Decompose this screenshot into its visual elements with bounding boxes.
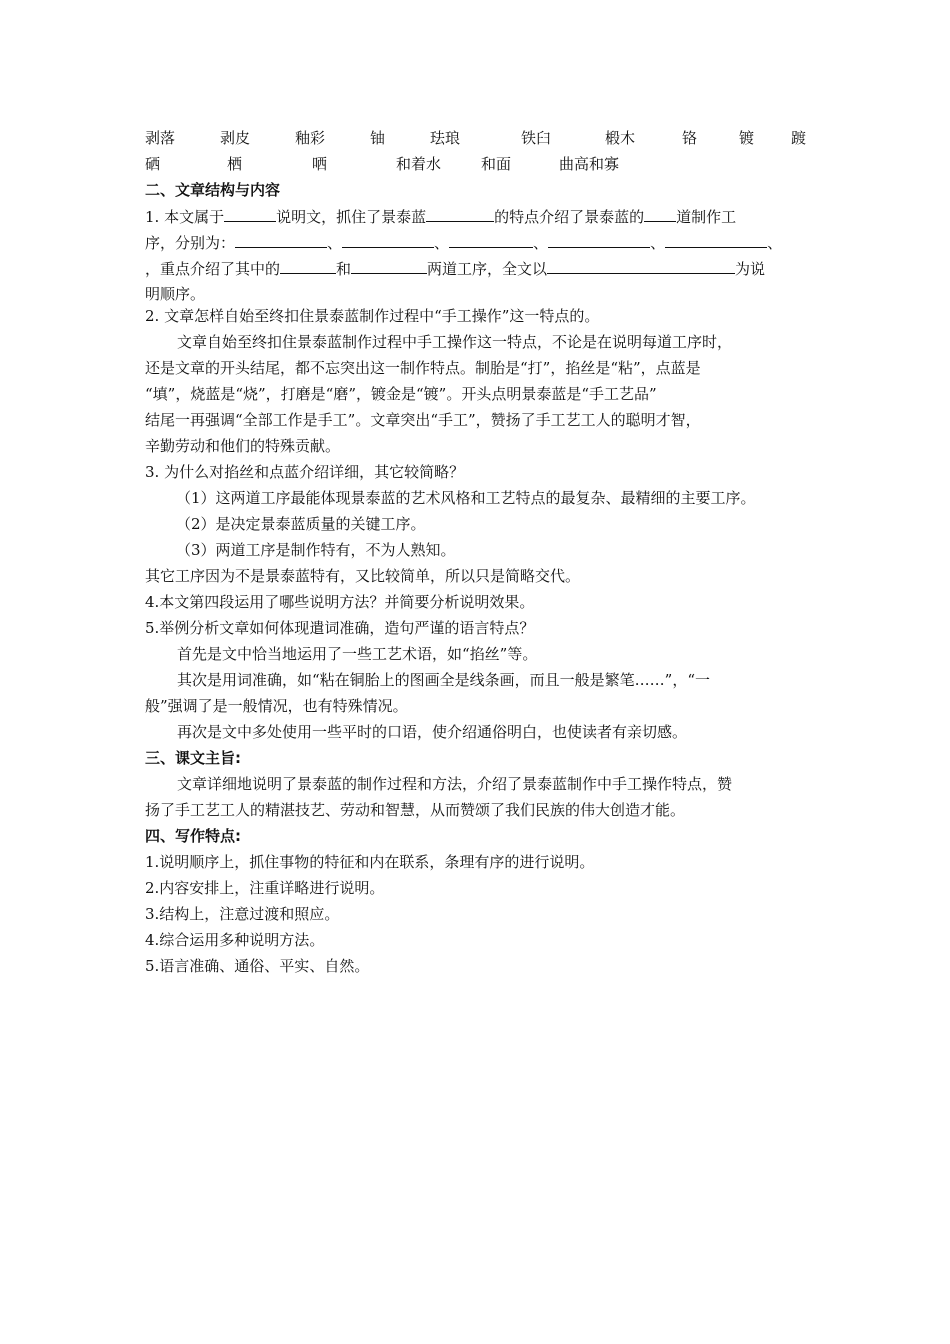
- section-title: 四、写作特点:: [145, 827, 241, 845]
- answer-line: 结尾一再强调“全部工作是手工”。文章突出“手工”，赞扬了手工艺工人的聪明才智，: [145, 411, 701, 429]
- vocab-word: 曲高和寡: [559, 155, 620, 173]
- vocab-word: 釉彩: [295, 129, 326, 147]
- fill-blank[interactable]: [644, 206, 676, 222]
- separator: 、: [434, 234, 450, 252]
- answer-line: 辛勤劳动和他们的特殊贡献。: [145, 437, 341, 455]
- vocab-word: 椴木: [605, 129, 636, 147]
- vocab-row-2: [145, 154, 845, 176]
- question-1-line-3: [145, 258, 765, 280]
- separator: 、: [533, 234, 549, 252]
- answer-line: 文章自始至终扣住景泰蓝制作过程中手工操作这一特点，不论是在说明每道工序时，: [177, 333, 733, 351]
- vocab-word: 铬: [682, 129, 698, 147]
- q1-text: 道制作工: [676, 208, 737, 226]
- separator: 、: [767, 234, 783, 252]
- vocab-word: 踱: [791, 129, 807, 147]
- fill-blank[interactable]: [426, 206, 494, 222]
- feature-item: 1.说明顺序上，抓住事物的特征和内在联系，条理有序的进行说明。: [145, 853, 595, 871]
- feature-item: 5.语言准确、通俗、平实、自然。: [145, 957, 370, 975]
- q1-text: ，重点介绍了其中的: [145, 260, 281, 278]
- separator: 、: [650, 234, 666, 252]
- q1-text: 说明文，抓住了景泰蓝: [276, 208, 427, 226]
- vocab-word: 珐琅: [430, 129, 461, 147]
- q1-text: 为说: [735, 260, 766, 278]
- answer-line: 再次是文中多处使用一些平时的口语，使介绍通俗明白，也使读者有亲切感。: [177, 723, 688, 741]
- section-title: 二、文章结构与内容: [145, 181, 281, 199]
- q1-text: 两道工序，全文以: [427, 260, 548, 278]
- fill-blank[interactable]: [224, 206, 276, 222]
- section-title: 三、课文主旨:: [145, 749, 241, 767]
- vocab-word: 铀: [370, 129, 386, 147]
- theme-line: 扬了手工艺工人的精湛技艺、劳动和智慧，从而赞颂了我们民族的伟大创造才能。: [145, 801, 686, 819]
- reason-item: （2）是决定景泰蓝质量的关键工序。: [176, 515, 426, 533]
- reason-item: （3）两道工序是制作特有，不为人熟知。: [176, 541, 456, 559]
- vocab-word: 铁臼: [521, 129, 552, 147]
- theme-line: 文章详细地说明了景泰蓝的制作过程和方法，介绍了景泰蓝制作中手工操作特点，赞: [177, 775, 733, 793]
- q1-text: 的特点介绍了景泰蓝的: [494, 208, 645, 226]
- vocab-word: 哂: [312, 155, 328, 173]
- answer-line: 还是文章的开头结尾，都不忘突出这一制作特点。制胎是“打”，掐丝是“粘”，点蓝是: [145, 359, 701, 377]
- vocab-word: 和着水: [396, 155, 442, 173]
- q1-text: 和: [336, 260, 352, 278]
- fill-blank[interactable]: [548, 232, 650, 248]
- answer-line: 其次是用词准确，如“粘在铜胎上的图画全是线条画，而且一般是繁笔……”，“一: [177, 671, 711, 689]
- answer-line: “填”，烧蓝是“烧”，打磨是“磨”，镀金是“镀”。开头点明景泰蓝是“手工艺品”: [145, 385, 657, 403]
- vocab-word: 剥落: [145, 129, 176, 147]
- question-4: 4.本文第四段运用了哪些说明方法？并简要分析说明效果。: [145, 593, 535, 611]
- fill-blank[interactable]: [342, 232, 434, 248]
- feature-item: 4.综合运用多种说明方法。: [145, 931, 325, 949]
- feature-item: 3.结构上，注意过渡和照应。: [145, 905, 340, 923]
- q1-text: 1. 本文属于: [145, 208, 225, 226]
- vocab-word: 和面: [481, 155, 512, 173]
- fill-blank[interactable]: [547, 258, 735, 274]
- vocab-word: 栖: [227, 155, 243, 173]
- fill-blank[interactable]: [280, 258, 336, 274]
- fill-blank[interactable]: [449, 232, 533, 248]
- vocab-word: 硒: [145, 155, 161, 173]
- question-5: 5.举例分析文章如何体现遣词准确，造句严谨的语言特点？: [145, 619, 535, 637]
- vocab-row-1: [145, 128, 845, 150]
- fill-blank[interactable]: [351, 258, 427, 274]
- question-3: 3. 为什么对掐丝和点蓝介绍详细，其它较简略？: [145, 463, 465, 481]
- fill-blank[interactable]: [665, 232, 767, 248]
- fill-blank[interactable]: [235, 232, 327, 248]
- separator: 、: [327, 234, 343, 252]
- feature-item: 2.内容安排上，注重详略进行说明。: [145, 879, 385, 897]
- question-1-line-1: [145, 206, 736, 228]
- reason-item: （1）这两道工序最能体现景泰蓝的艺术风格和工艺特点的最复杂、最精细的主要工序。: [176, 489, 756, 507]
- question-2: 2. 文章怎样自始至终扣住景泰蓝制作过程中“手工操作”这一特点的。: [145, 307, 600, 325]
- question-1-line-2: [145, 232, 782, 254]
- question-1-line-4: 明顺序。: [145, 285, 206, 303]
- vocab-word: 剥皮: [220, 129, 251, 147]
- q1-text: 序，分别为：: [145, 234, 236, 252]
- vocab-word: 镀: [739, 129, 755, 147]
- answer-line: 首先是文中恰当地运用了一些工艺术语，如“掐丝”等。: [177, 645, 538, 663]
- answer-line: 其它工序因为不是景泰蓝特有，又比较简单，所以只是简略交代。: [145, 567, 581, 585]
- answer-line: 般”强调了是一般情况，也有特殊情况。: [145, 697, 408, 715]
